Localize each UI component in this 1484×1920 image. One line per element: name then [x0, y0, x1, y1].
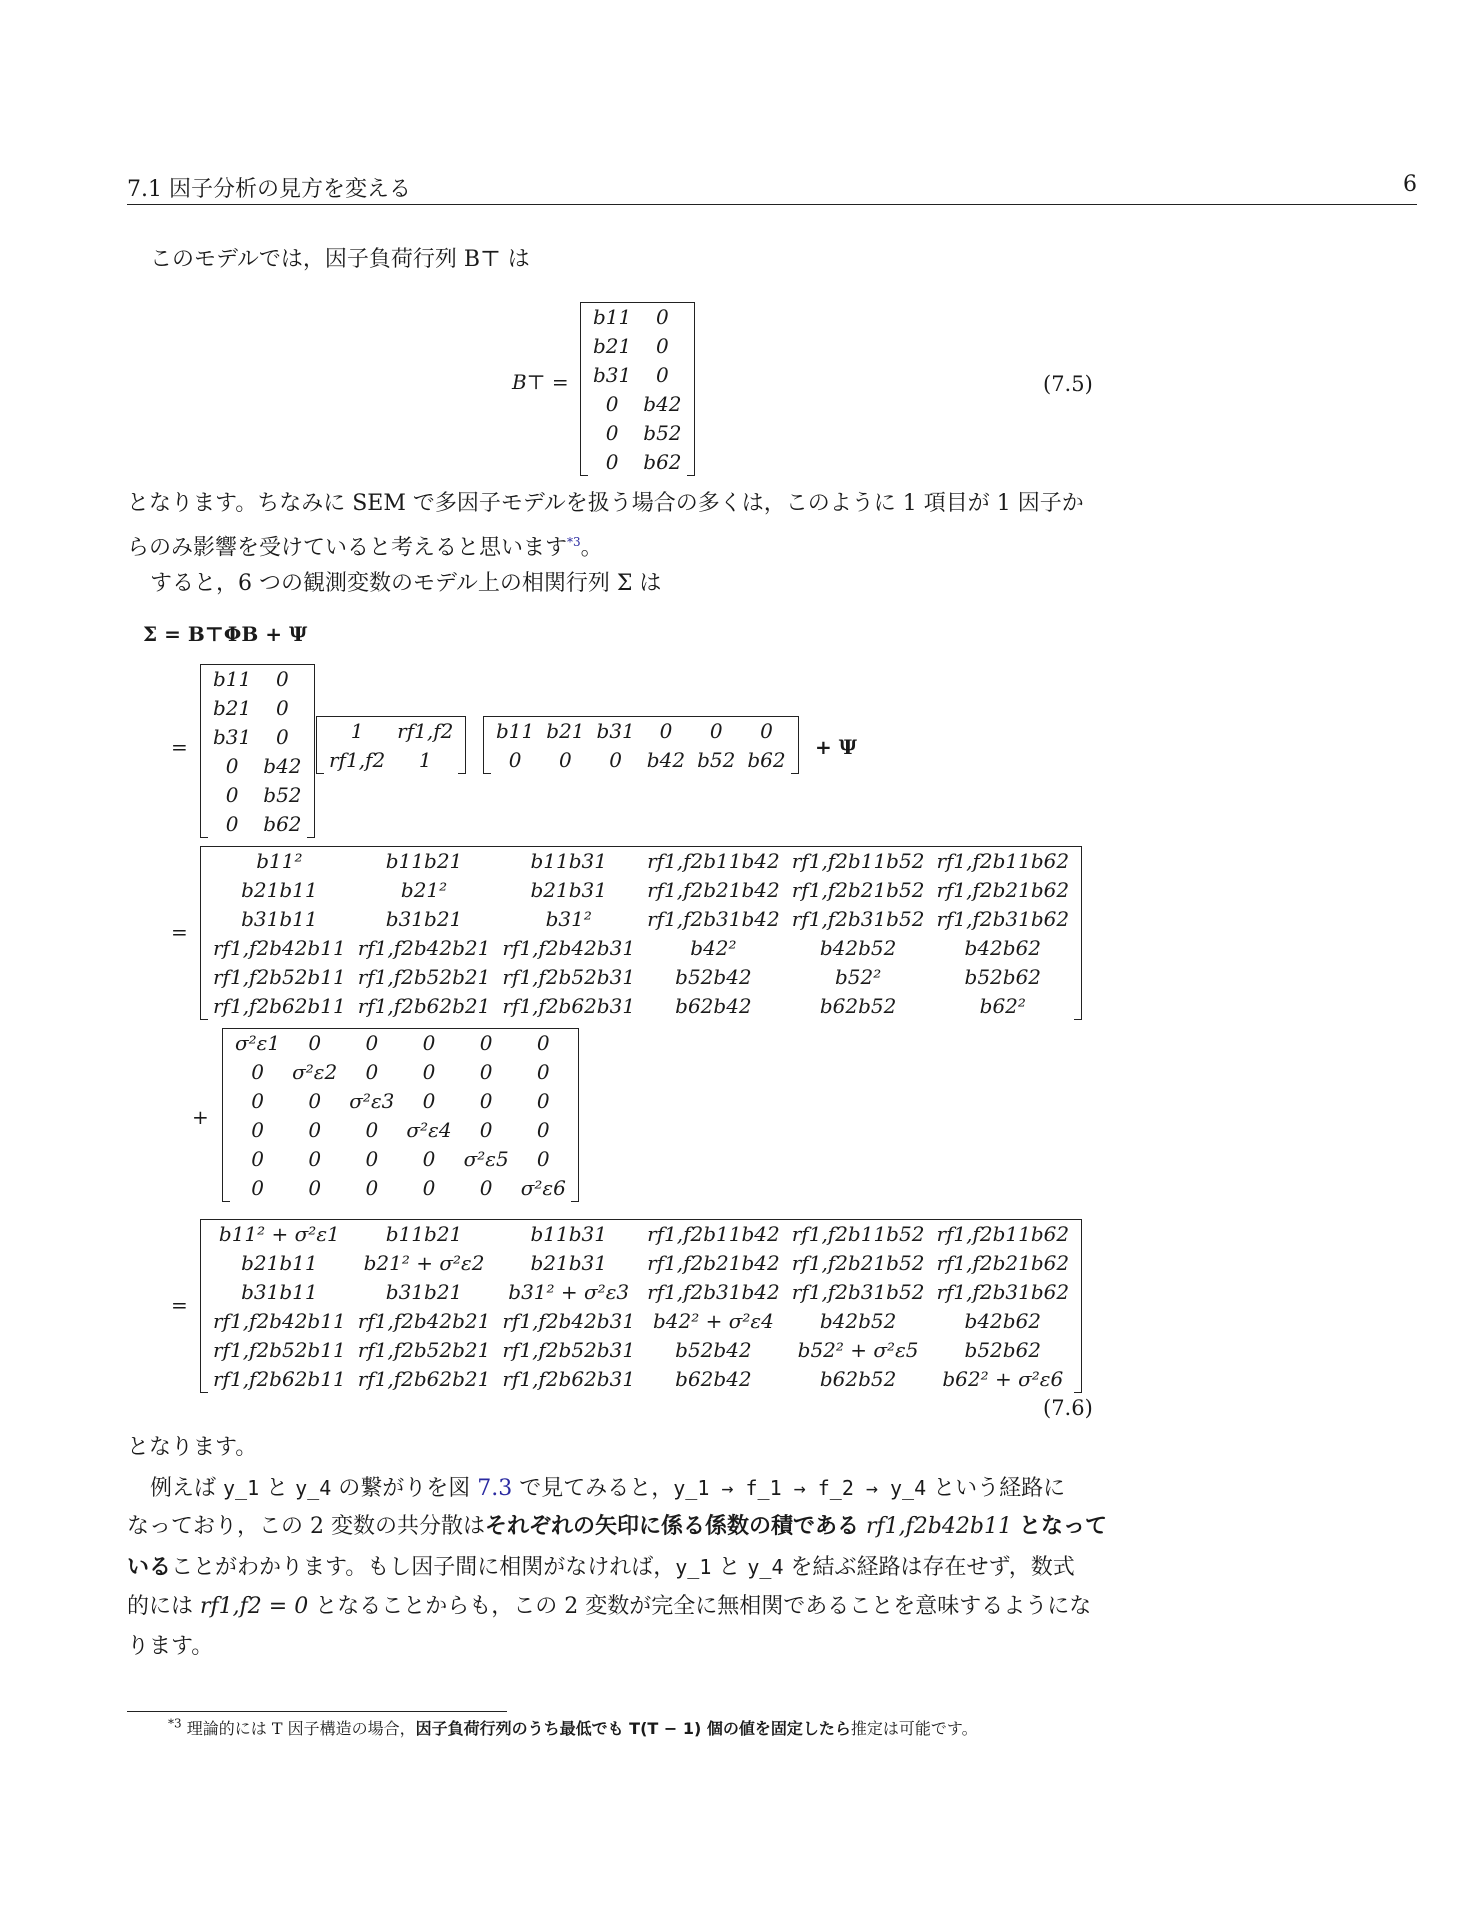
p5-text2: の繋がりを図 [331, 1476, 478, 1501]
final-cell: b21b31 [530, 1250, 607, 1275]
prod-cell: b42b52 [819, 935, 897, 960]
final-cell: b11² + σ²ε1 [218, 1221, 340, 1246]
Bt-cell: b31 [596, 718, 635, 743]
final-cell: b11b21 [385, 1221, 463, 1246]
psi-cell: 0 [251, 1117, 264, 1142]
eq75-cell: 0 [605, 449, 619, 474]
final-cell: b52b62 [964, 1337, 1042, 1362]
header-rule [127, 204, 1417, 205]
Bt-cell: 0 [609, 747, 623, 772]
psi-cell: 0 [308, 1030, 322, 1055]
p5-l4-math: rf1,f2 = 0 [200, 1594, 309, 1619]
footnote-text: 理論的には T 因子構造の場合， [181, 1719, 416, 1738]
psi-cell: σ²ε5 [463, 1146, 509, 1171]
B-cell: 0 [276, 724, 289, 749]
final-cell: b21² + σ²ε2 [363, 1250, 485, 1275]
eq75-cell: b42 [643, 391, 682, 416]
Bt-cell: b62 [747, 747, 786, 772]
final-cell: rf1,f2b42b31 [502, 1308, 636, 1333]
Bt-cell: 0 [760, 718, 773, 743]
final-cell: rf1,f2b31b42 [647, 1279, 780, 1304]
prod-cell: b42² [690, 935, 737, 960]
psi-cell: 0 [479, 1117, 493, 1142]
B-cell: b42 [263, 753, 302, 778]
psi-cell: 0 [422, 1030, 436, 1055]
paragraph-5-line2 [127, 1509, 1107, 1545]
B-cell: 0 [225, 782, 239, 807]
final-cell: rf1,f2b21b42 [647, 1250, 780, 1275]
Bt-cell: 0 [508, 747, 522, 772]
final-cell: b11b31 [530, 1221, 607, 1246]
eq75-matrix [580, 302, 695, 476]
psi-cell: 0 [308, 1175, 322, 1200]
psi-cell: σ²ε2 [292, 1059, 338, 1084]
psi-cell: 0 [536, 1030, 550, 1055]
final-cell: b31b11 [241, 1279, 318, 1304]
psi-cell: 0 [308, 1146, 322, 1171]
final-cell: rf1,f2b21b52 [791, 1250, 925, 1275]
prod-cell: rf1,f2b11b62 [936, 848, 1070, 873]
prod-cell: rf1,f2b52b11 [213, 964, 346, 989]
Phi-cell: 1 [350, 718, 364, 743]
eq76-equals-3: = [171, 1293, 188, 1317]
psi-cell: 0 [365, 1175, 379, 1200]
psi-cell: σ²ε1 [235, 1030, 281, 1055]
final-cell: b31b21 [385, 1279, 463, 1304]
Bt-cell: b52 [697, 747, 736, 772]
footnote-rule [127, 1711, 507, 1712]
code-path: y_1 → f_1 → f_2 → y_4 [673, 1476, 927, 1500]
final-cell: rf1,f2b62b31 [502, 1366, 636, 1391]
prod-cell: rf1,f2b31b42 [647, 906, 780, 931]
final-cell: rf1,f2b52b21 [357, 1337, 491, 1362]
paragraph-5-line5: ります。 [127, 1634, 214, 1659]
psi-cell: 0 [479, 1175, 493, 1200]
final-matrix [200, 1219, 1082, 1393]
psi-cell: 0 [251, 1175, 264, 1200]
final-cell: rf1,f2b42b11 [213, 1308, 346, 1333]
eq76-plus: + [192, 1105, 209, 1129]
eq76-equals-1: = [171, 735, 188, 759]
final-cell: rf1,f2b42b21 [357, 1308, 491, 1333]
final-cell: b62² + σ²ε6 [942, 1366, 1064, 1391]
prod-cell: b42b62 [964, 935, 1042, 960]
psi-cell: 0 [251, 1146, 264, 1171]
eq75-cell: 0 [656, 333, 669, 358]
paragraph-2b-text: らのみ影響を受けていると考えると思います [127, 535, 568, 561]
B-cell: b11 [213, 666, 252, 691]
p5-l3-text: ことがわかります。もし因子間に相関がなければ， [171, 1555, 676, 1580]
final-cell: rf1,f2b52b31 [502, 1337, 636, 1362]
prod-cell: b52b62 [964, 964, 1042, 989]
prod-cell: rf1,f2b11b42 [647, 848, 780, 873]
final-cell: b62b52 [819, 1366, 897, 1391]
psi-cell: 0 [422, 1088, 436, 1113]
eq75-number: (7.5) [1043, 372, 1093, 396]
Bt-matrix [483, 716, 799, 774]
final-cell: b42b52 [819, 1308, 897, 1333]
paragraph-intro: このモデルでは，因子負荷行列 B⊤ は [150, 247, 530, 272]
psi-cell: 0 [422, 1146, 436, 1171]
eq76-line1: Σ = B⊤ΦB + Ψ [143, 622, 308, 646]
paragraph-3: すると，6 つの観測変数のモデル上の相関行列 Σ は [150, 571, 662, 596]
code-y4-b: y_4 [747, 1555, 784, 1579]
eq75-cell: 0 [605, 420, 619, 445]
p5-l2-bold2: となって [1018, 1514, 1107, 1539]
prod-cell: b31² [545, 906, 592, 931]
eq75-cell: 0 [605, 391, 619, 416]
psi-cell: σ²ε6 [520, 1175, 566, 1200]
prod-cell: rf1,f2b62b31 [502, 993, 636, 1018]
eq75-cell: b11 [593, 304, 632, 329]
prod-cell: b21b31 [530, 877, 607, 902]
Bt-cell: b42 [646, 747, 686, 772]
Phi-cell: 1 [418, 747, 432, 772]
final-cell: rf1,f2b11b42 [647, 1221, 780, 1246]
psi-cell: 0 [479, 1030, 493, 1055]
p5-l3-bold: いる [127, 1555, 172, 1580]
code-y1: y_1 [223, 1476, 260, 1500]
prod-cell: rf1,f2b62b21 [357, 993, 491, 1018]
page-number: 6 [1403, 172, 1417, 197]
psi-cell: 0 [479, 1088, 493, 1113]
eq75-cell: 0 [656, 304, 669, 329]
p5-l3-text2: を結ぶ経路は存在せず，数式 [790, 1555, 1075, 1580]
psi-cell: 0 [308, 1117, 322, 1142]
final-cell: rf1,f2b11b62 [936, 1221, 1070, 1246]
prod-cell: rf1,f2b11b52 [791, 848, 925, 873]
prod-cell: b62² [979, 993, 1026, 1018]
B-cell: 0 [225, 811, 239, 836]
prod-cell: rf1,f2b21b42 [647, 877, 780, 902]
footnote-bold: 因子負荷行列のうち最低でも T(T − 1) 個の値を固定したら [415, 1719, 851, 1738]
prod-cell: b21b11 [241, 877, 318, 902]
Psi-matrix [222, 1028, 579, 1202]
product-matrix [200, 846, 1082, 1020]
final-cell: b52² + σ²ε5 [797, 1337, 919, 1362]
final-cell: rf1,f2b52b11 [213, 1337, 346, 1362]
prod-cell: b11b31 [530, 848, 607, 873]
Bt-cell: b11 [496, 718, 535, 743]
footnote [168, 1716, 978, 1739]
p5-l2-math: rf1,f2b42b11 [866, 1514, 1012, 1539]
psi-cell: 0 [536, 1088, 550, 1113]
prod-cell: rf1,f2b52b21 [357, 964, 491, 989]
final-cell: rf1,f2b11b52 [791, 1221, 925, 1246]
code-y1-b: y_1 [675, 1555, 712, 1579]
prod-cell: rf1,f2b52b31 [502, 964, 636, 989]
B-cell: 0 [276, 666, 289, 691]
psi-cell: 0 [422, 1059, 436, 1084]
p5-l2-bold: それぞれの矢印に係る係数の積である [485, 1514, 860, 1539]
eq75-cell: 0 [656, 362, 669, 387]
psi-cell: 0 [365, 1030, 379, 1055]
psi-cell: σ²ε4 [406, 1117, 452, 1142]
final-cell: rf1,f2b62b21 [357, 1366, 491, 1391]
prod-cell: b31b21 [385, 906, 463, 931]
eq76-equals-2: = [171, 920, 188, 944]
final-cell: b52b42 [675, 1337, 752, 1362]
psi-cell: 0 [479, 1059, 493, 1084]
final-cell: b21b11 [241, 1250, 318, 1275]
footnote-marker[interactable]: *3 [567, 535, 581, 549]
p5-to: と [259, 1476, 296, 1501]
paragraph-2b-end: 。 [580, 535, 603, 561]
footnote-text2: 推定は可能です。 [850, 1719, 978, 1738]
psi-cell: σ²ε3 [349, 1088, 395, 1113]
prod-cell: b21² [400, 877, 448, 902]
eq76-plus-psi: + Ψ [815, 735, 857, 759]
prod-cell: b11² [256, 848, 303, 873]
paragraph-4: となります。 [127, 1435, 258, 1460]
prod-cell: b62b52 [819, 993, 897, 1018]
psi-cell: 0 [536, 1146, 550, 1171]
B-cell: 0 [225, 753, 239, 778]
p5-l4-text2: となることからも，この 2 変数が完全に無相関であることを意味するようにな [308, 1594, 1092, 1619]
eq76-number: (7.6) [1043, 1396, 1093, 1420]
p5-text3: で見てみると， [512, 1476, 674, 1501]
prod-cell: rf1,f2b21b52 [791, 877, 925, 902]
psi-cell: 0 [365, 1146, 379, 1171]
prod-cell: rf1,f2b42b31 [502, 935, 636, 960]
B-cell: 0 [276, 695, 289, 720]
final-cell: b42b62 [964, 1308, 1042, 1333]
psi-cell: 0 [251, 1088, 264, 1113]
Bt-cell: 0 [559, 747, 572, 772]
eq75-cell: b52 [643, 420, 682, 445]
Bt-cell: b21 [546, 718, 585, 743]
psi-cell: 0 [308, 1088, 322, 1113]
p5-text: 例えば [150, 1476, 223, 1501]
B-cell: b21 [213, 695, 252, 720]
prod-cell: rf1,f2b21b62 [936, 877, 1070, 902]
Phi-cell: rf1,f2 [397, 718, 454, 743]
final-cell: b62b42 [675, 1366, 752, 1391]
eq75-cell: b62 [643, 449, 682, 474]
paragraph-5-line1 [150, 1470, 1065, 1507]
p5-text4: という経路に [926, 1476, 1066, 1501]
psi-cell: 0 [422, 1175, 436, 1200]
figure-link[interactable]: 7.3 [477, 1476, 513, 1501]
B-cell: b62 [263, 811, 302, 836]
final-cell: b42² + σ²ε4 [652, 1308, 774, 1333]
section-title: 7.1 因子分析の見方を変える [127, 177, 411, 202]
psi-cell: 0 [365, 1059, 379, 1084]
final-cell: rf1,f2b21b62 [936, 1250, 1070, 1275]
p5-l3-to: と [711, 1555, 748, 1580]
p5-l4-text: 的には [127, 1594, 200, 1619]
final-cell: b31² + σ²ε3 [508, 1279, 630, 1304]
eq75-lhs: B⊤ = [512, 370, 569, 394]
code-y4: y_4 [295, 1476, 332, 1500]
B-cell: b31 [213, 724, 252, 749]
prod-cell: b52² [834, 964, 882, 989]
prod-cell: rf1,f2b31b52 [791, 906, 925, 931]
eq75-cell: b21 [593, 333, 632, 358]
paragraph-2a: となります。ちなみに SEM で多因子モデルを扱う場合の多くは，このように 1 項目が 1 因子か [127, 491, 1084, 516]
prod-cell: b31b11 [241, 906, 318, 931]
psi-cell: 0 [365, 1117, 379, 1142]
final-cell: rf1,f2b31b52 [791, 1279, 925, 1304]
prod-cell: rf1,f2b42b11 [213, 935, 346, 960]
final-cell: rf1,f2b31b62 [936, 1279, 1070, 1304]
psi-cell: 0 [251, 1059, 264, 1084]
B-matrix [200, 664, 315, 838]
Phi-cell: rf1,f2 [329, 747, 386, 772]
final-cell: rf1,f2b62b11 [213, 1366, 346, 1391]
prod-cell: rf1,f2b62b11 [213, 993, 346, 1018]
psi-cell: 0 [536, 1059, 550, 1084]
prod-cell: b62b42 [675, 993, 752, 1018]
prod-cell: b11b21 [385, 848, 463, 873]
Bt-cell: 0 [659, 718, 673, 743]
eq75-cell: b31 [593, 362, 632, 387]
Phi-matrix [316, 716, 466, 774]
running-header [127, 172, 1417, 202]
B-cell: b52 [263, 782, 302, 807]
prod-cell: b52b42 [675, 964, 752, 989]
paragraph-5-line4 [127, 1589, 1091, 1625]
paragraph-5-line3 [127, 1549, 1075, 1586]
p5-l2-text: なっており，この 2 変数の共分散は [127, 1514, 485, 1539]
paragraph-2b [127, 524, 603, 566]
Bt-cell: 0 [709, 718, 723, 743]
prod-cell: rf1,f2b42b21 [357, 935, 491, 960]
psi-cell: 0 [536, 1117, 550, 1142]
footnote-mark: *3 [168, 1716, 182, 1731]
prod-cell: rf1,f2b31b62 [936, 906, 1070, 931]
